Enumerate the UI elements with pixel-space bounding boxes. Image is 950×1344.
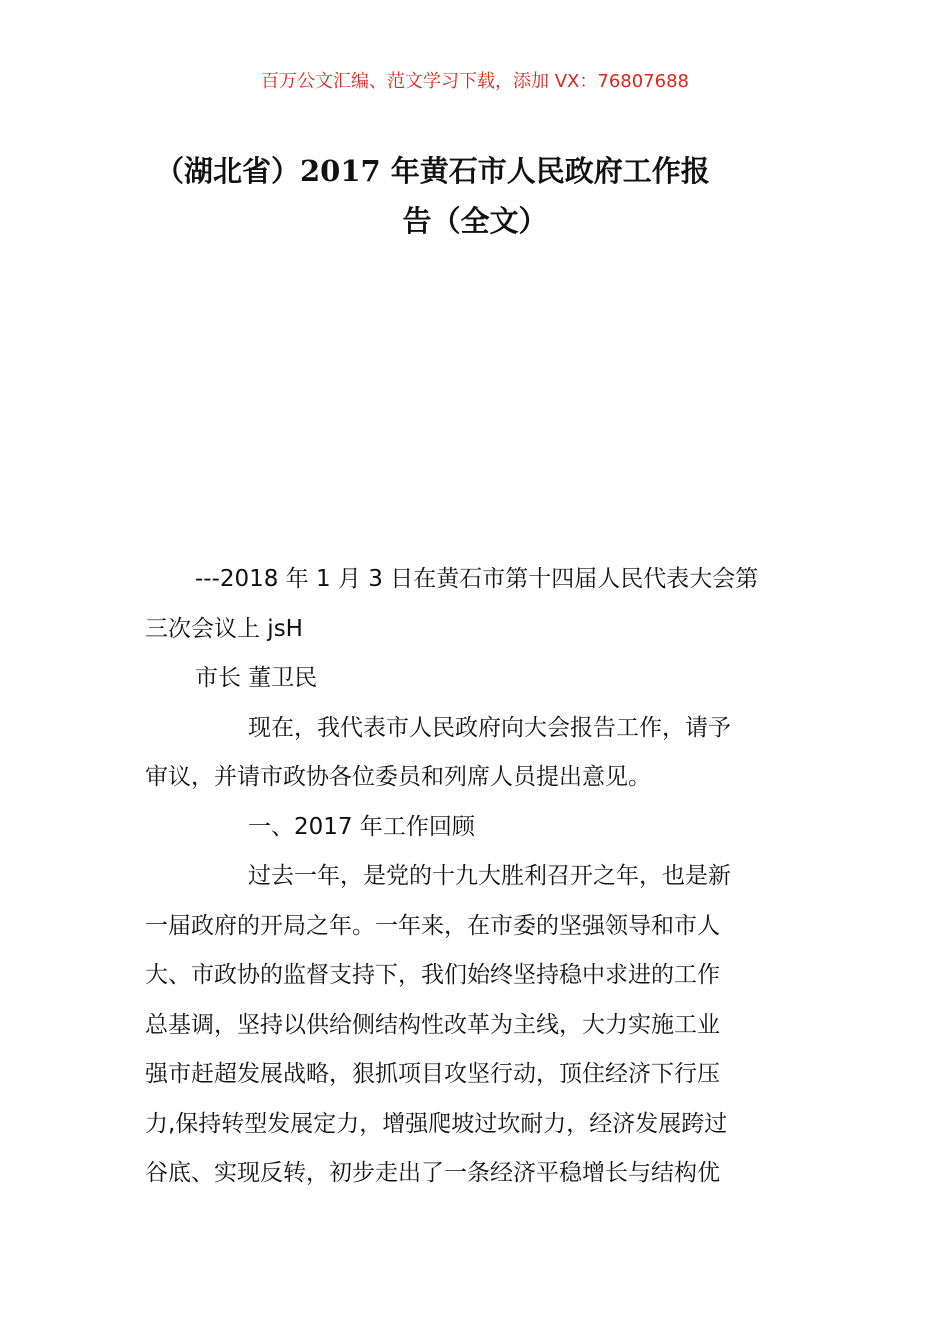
speaker-line: 市长 董卫民: [195, 665, 318, 691]
paragraph-line: 现在，我代表市人民政府向大会报告工作，请予: [248, 714, 731, 741]
title-line-1: （湖北省）2017 年黄石市人民政府工作报: [155, 154, 710, 188]
title-line-2: 告（全文）: [402, 204, 548, 238]
document-body: [145, 555, 810, 1199]
paragraph-line: 过去一年，是党的十九大胜利召开之年，也是新: [248, 863, 731, 889]
paragraph-line: 大、市政协的监督支持下，我们始终坚持稳中求进的工作: [145, 962, 720, 988]
paragraph-line: 强市赶超发展战略，狠抓项目攻坚行动，顶住经济下行压: [145, 1061, 720, 1087]
header-watermark-note: 百万公文汇编、范文学习下载，添加 VX：76807688: [261, 71, 689, 92]
section-heading: 一、2017 年工作回顾: [248, 813, 475, 840]
paragraph-line: 力,保持转型发展定力，增强爬坡过坎耐力，经济发展跨过: [145, 1110, 728, 1137]
paragraph-line: 审议，并请市政协各位委员和列席人员提出意见。: [145, 764, 651, 790]
paragraph-line: 一届政府的开局之年。一年来，在市委的坚强领导和市人: [145, 912, 720, 939]
dateline-continued: 三次会议上 jsH: [145, 615, 303, 642]
document-title: [145, 146, 805, 246]
dateline: ---2018 年 1 月 3 日在黄石市第十四届人民代表大会第: [195, 566, 759, 592]
paragraph-line: 总基调，坚持以供给侧结构性改革为主线，大力实施工业: [145, 1011, 720, 1038]
paragraph-line: 谷底、实现反转，初步走出了一条经济平稳增长与结构优: [145, 1160, 720, 1186]
